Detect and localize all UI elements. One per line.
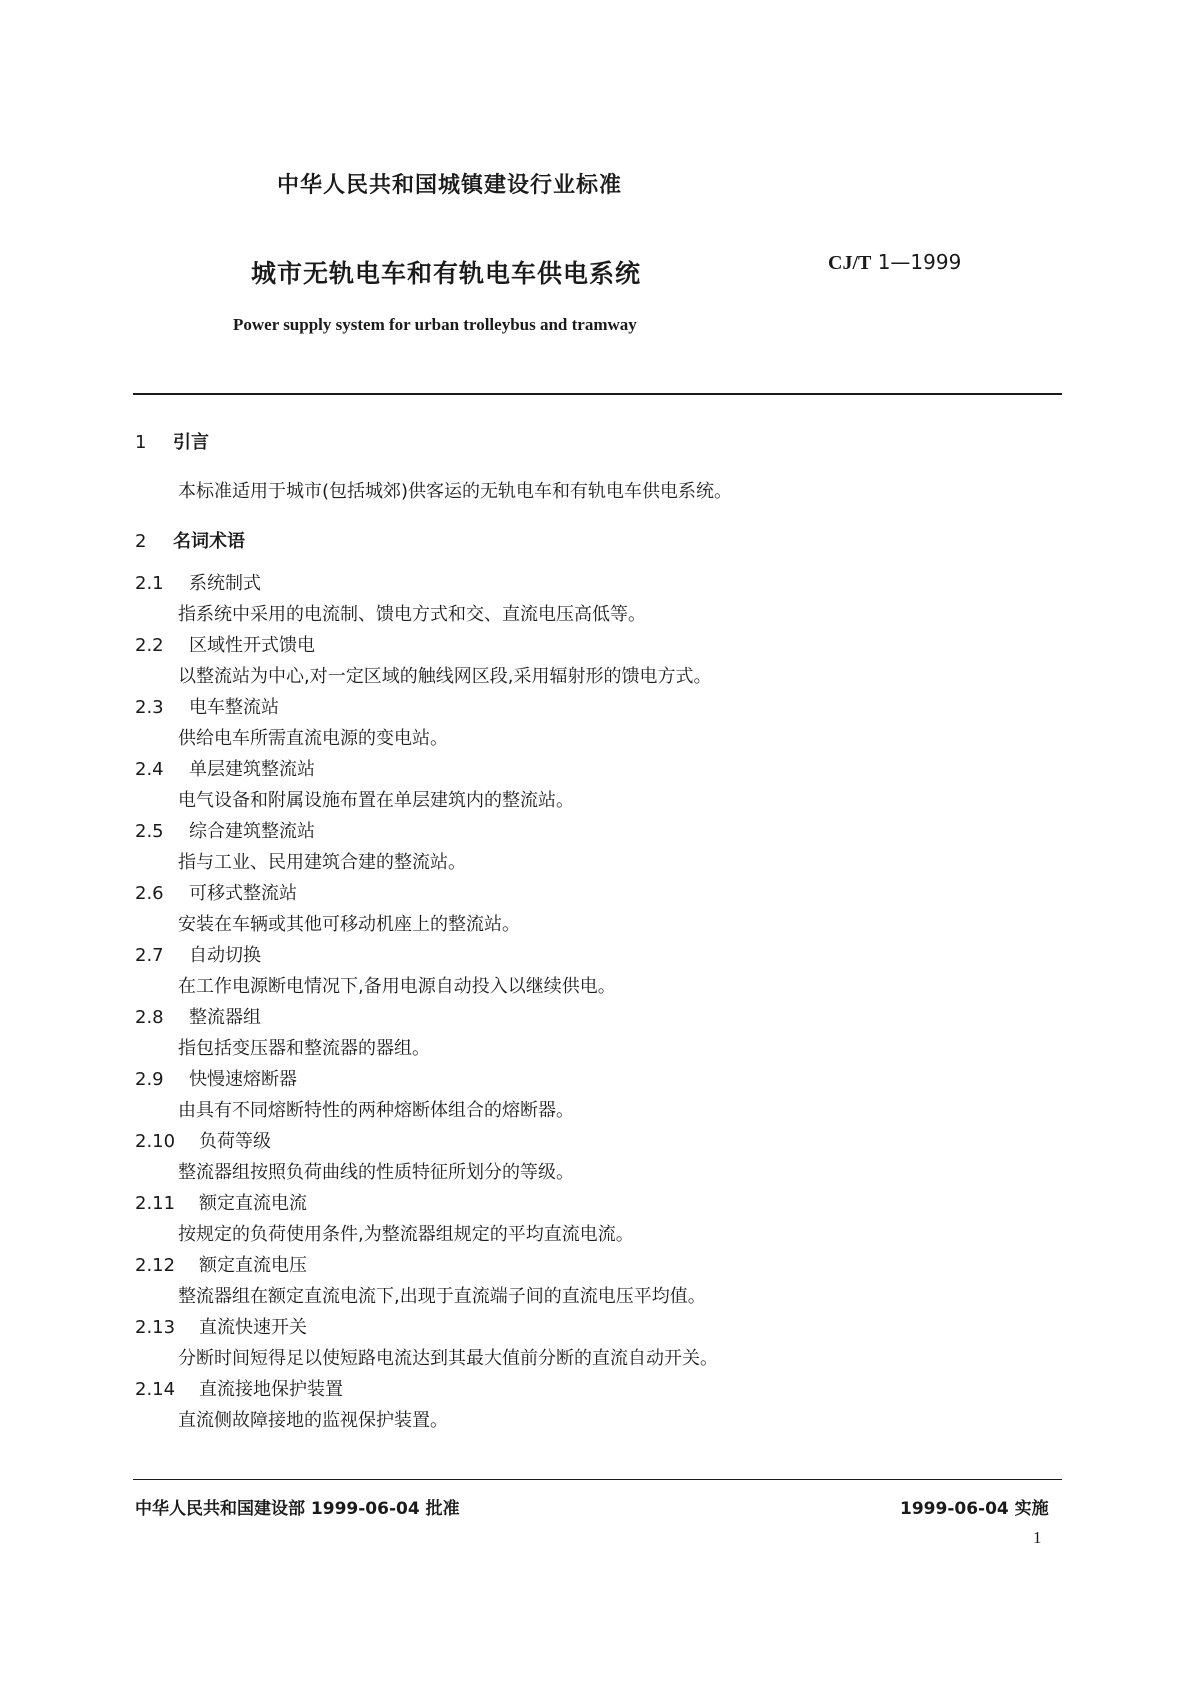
term-definition: 由具有不同熔断特性的两种熔断体组合的熔断器。 xyxy=(178,1100,574,1121)
page-number: 1 xyxy=(1033,1528,1042,1547)
term-number: 2.4 xyxy=(135,759,164,780)
term-name: 区域性开式馈电 xyxy=(189,635,315,656)
term-number: 2.7 xyxy=(135,945,164,966)
term-number: 2.12 xyxy=(135,1255,176,1276)
term-name: 自动切换 xyxy=(189,945,261,966)
effective-date: 1999-06-04 实施 xyxy=(900,1499,1049,1519)
term-name: 额定直流电流 xyxy=(199,1193,307,1214)
term-definition: 安装在车辆或其他可移动机座上的整流站。 xyxy=(178,914,520,935)
term-definition: 电气设备和附属设施布置在单层建筑内的整流站。 xyxy=(178,790,574,811)
term-number: 2.10 xyxy=(135,1131,176,1152)
term-number: 2.6 xyxy=(135,883,164,904)
standard-prefix: CJ/T xyxy=(828,252,872,274)
term-number: 2.9 xyxy=(135,1069,164,1090)
standard-code: 1—1999 xyxy=(877,250,962,274)
term-name: 系统制式 xyxy=(189,573,261,594)
term-definition: 指包括变压器和整流器的器组。 xyxy=(178,1038,430,1059)
footer-divider xyxy=(133,1479,1062,1480)
term-heading xyxy=(135,941,261,967)
term-definition: 供给电车所需直流电源的变电站。 xyxy=(178,728,448,749)
term-heading xyxy=(135,631,315,657)
term-heading xyxy=(135,879,297,905)
term-definition: 在工作电源断电情况下,备用电源自动投入以继续供电。 xyxy=(178,976,616,997)
term-heading xyxy=(135,755,315,781)
term-number: 2.1 xyxy=(135,573,164,594)
section-title: 名词术语 xyxy=(173,531,245,552)
term-heading xyxy=(135,1189,307,1215)
term-definition: 按规定的负荷使用条件,为整流器组规定的平均直流电流。 xyxy=(178,1224,634,1245)
scope-paragraph: 本标准适用于城市(包括城郊)供客运的无轨电车和有轨电车供电系统。 xyxy=(178,481,733,502)
term-definition: 分断时间短得足以使短路电流达到其最大值前分断的直流自动开关。 xyxy=(178,1348,718,1369)
term-number: 2.3 xyxy=(135,697,164,718)
section-heading-1 xyxy=(135,428,209,454)
approval-line: 中华人民共和国建设部 1999-06-04 批准 xyxy=(135,1499,460,1519)
term-name: 额定直流电压 xyxy=(199,1255,307,1276)
term-definition: 整流器组在额定直流电流下,出现于直流端子间的直流电压平均值。 xyxy=(178,1286,706,1307)
term-number: 2.13 xyxy=(135,1317,176,1338)
document-title: 城市无轨电车和有轨电车供电系统 xyxy=(251,259,642,288)
term-definition: 以整流站为中心,对一定区域的触线网区段,采用辐射形的馈电方式。 xyxy=(178,666,712,687)
term-heading xyxy=(135,569,261,595)
term-number: 2.2 xyxy=(135,635,164,656)
term-number: 2.5 xyxy=(135,821,164,842)
term-name: 综合建筑整流站 xyxy=(189,821,315,842)
standard-number xyxy=(828,250,961,275)
term-heading xyxy=(135,817,315,843)
term-definition: 直流侧故障接地的监视保护装置。 xyxy=(178,1410,448,1431)
term-name: 整流器组 xyxy=(189,1007,261,1028)
term-heading xyxy=(135,1127,271,1153)
section-number: 1 xyxy=(135,432,147,453)
english-title: Power supply system for urban trolleybus and tramway xyxy=(233,315,637,334)
term-heading xyxy=(135,1375,343,1401)
term-heading xyxy=(135,1065,297,1091)
section-title: 引言 xyxy=(173,432,209,453)
term-heading xyxy=(135,1251,307,1277)
term-number: 2.11 xyxy=(135,1193,176,1214)
term-definition: 整流器组按照负荷曲线的性质特征所划分的等级。 xyxy=(178,1162,574,1183)
term-name: 可移式整流站 xyxy=(189,883,297,904)
term-number: 2.14 xyxy=(135,1379,176,1400)
term-heading xyxy=(135,1313,307,1339)
term-name: 电车整流站 xyxy=(189,697,279,718)
term-name: 直流接地保护装置 xyxy=(199,1379,343,1400)
header-divider xyxy=(133,393,1062,395)
term-name: 单层建筑整流站 xyxy=(189,759,315,780)
issuing-body: 中华人民共和国城镇建设行业标准 xyxy=(277,173,623,198)
section-heading-2 xyxy=(135,527,245,553)
term-name: 直流快速开关 xyxy=(199,1317,307,1338)
term-name: 负荷等级 xyxy=(199,1131,271,1152)
term-heading xyxy=(135,693,279,719)
term-heading xyxy=(135,1003,261,1029)
term-definition: 指与工业、民用建筑合建的整流站。 xyxy=(178,852,466,873)
term-definition: 指系统中采用的电流制、馈电方式和交、直流电压高低等。 xyxy=(178,604,646,625)
section-number: 2 xyxy=(135,531,147,552)
term-number: 2.8 xyxy=(135,1007,164,1028)
term-name: 快慢速熔断器 xyxy=(189,1069,297,1090)
